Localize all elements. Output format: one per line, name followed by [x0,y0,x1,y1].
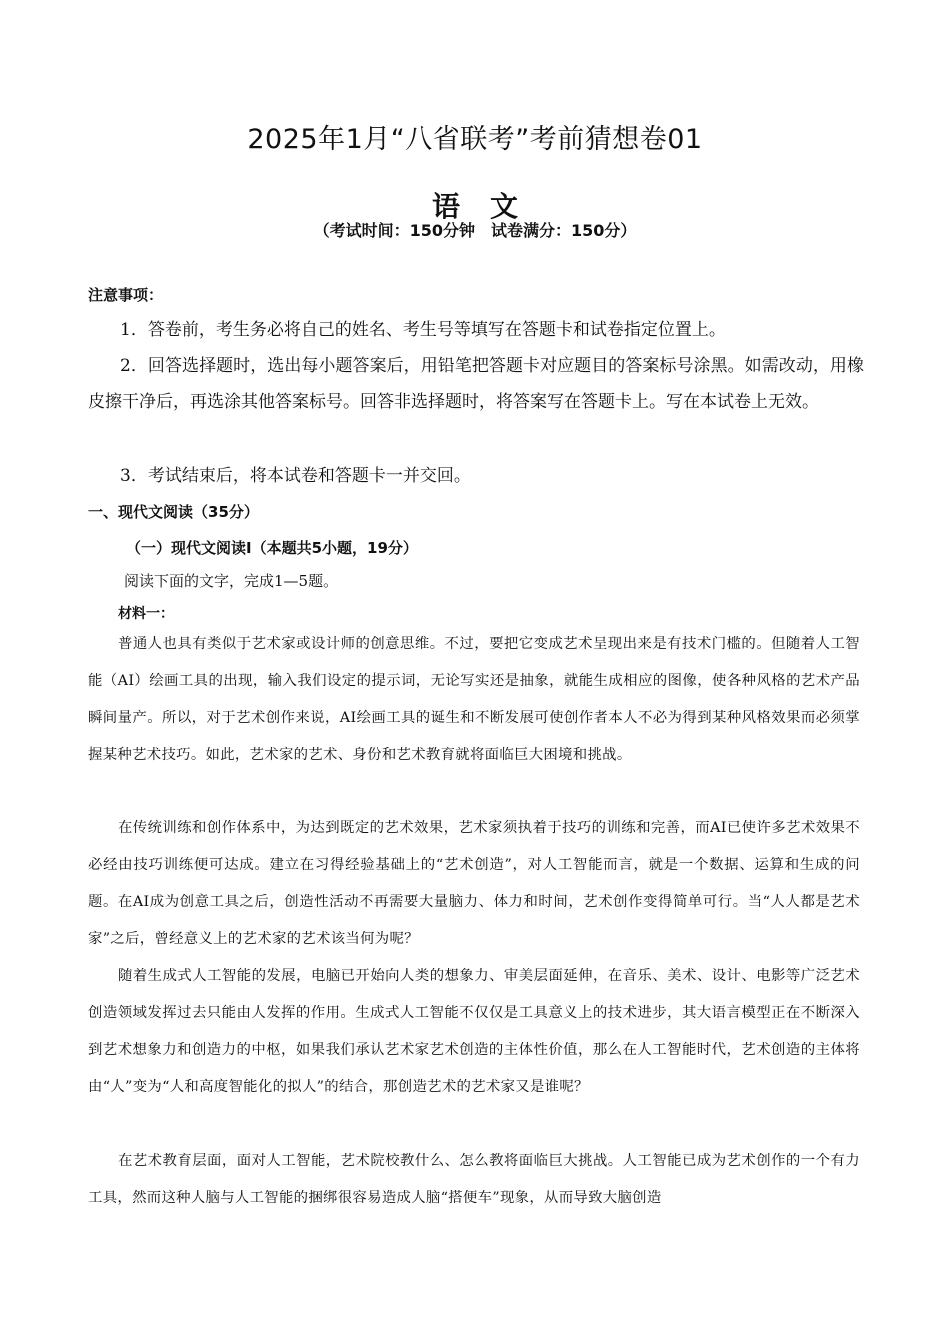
notice-item-2: 2．回答选择题时，选出每小题答案后，用铅笔把答题卡对应题目的答案标号涂黑。如需改动，用橡皮擦干净后，再选涂其他答案标号。回答非选择题时，将答案写在答题卡上。写在本试卷上无效。 [88,356,864,412]
material-label: 材料一： [118,606,174,622]
notice-item-1: 1．答卷前，考生务必将自己的姓名、考生号等填写在答题卡和试卷指定位置上。 [120,320,726,340]
notice-heading: 注意事项： [88,286,164,304]
exam-info: （考试时间：150分钟 试卷满分：150分） [313,221,637,240]
paragraph-1: 普通人也具有类似于艺术家或设计师的创意思维。不过，要把它变成艺术呈现出来是有技术门槛的。但随着人工智能（AI）绘画工具的出现，输入我们设定的提示词，无论写实还是抽象，就能生成相应的图像，使各种风格的艺术产品瞬间量产。所以，对于艺术创作来说，AI绘画工具的诞生和不断发展可使创作者本人不必为得到某种风格效果而必须掌握某种艺术技巧。如此，艺术家的艺术、身份和艺术教育就将面临巨大困境和挑战。 [88,636,860,763]
paragraph-4: 在艺术教育层面，面对人工智能，艺术院校教什么、怎么教将面临巨大挑战。人工智能已成为艺术创作的一个有力工具，然而这种人脑与人工智能的捆绑很容易造成人脑“搭便车”现象，从而导致大脑创造 [88,1153,860,1206]
reading-instruction: 阅读下面的文字，完成1—5题。 [124,572,339,590]
paragraph-3: 随着生成式人工智能的发展，电脑已开始向人类的想象力、审美层面延伸，在音乐、美术、设计、电影等广泛艺术创造领域发挥过去只能由人发挥的作用。生成式人工智能不仅仅是工具意义上的技术进步，其大语言模型正在不断深入到艺术想象力和创造力的中枢，如果我们承认艺术家艺术创造的主体性价值，那么在人工智能时代，艺术创造的主体将由“人”变为“人和高度智能化的拟人”的结合，那创造艺术的艺术家又是谁呢？ [88,968,860,1095]
subsection-heading: （一）现代文阅读Ⅰ（本题共5小题，19分） [126,539,418,557]
paragraph-2: 在传统训练和创作体系中，为达到既定的艺术效果，艺术家须执着于技巧的训练和完善，而AI已使许多艺术效果不必经由技巧训练便可达成。建立在习得经验基础上的“艺术创造”，对人工智能而言，就是一个数据、运算和生成的问题。在AI成为创意工具之后，创造性活动不再需要大量脑力、体力和时间，艺术创作变得简单可行。当“人人都是艺术家”之后，曾经意义上的艺术家的艺术该当何为呢？ [88,820,860,947]
subject-title: 语文 [431,190,548,223]
exam-title: 2025年1月“八省联考”考前猜想卷01 [247,124,703,155]
section-heading: 一、现代文阅读（35分） [88,503,259,521]
notice-item-3: 3．考试结束后，将本试卷和答题卡一并交回。 [120,466,471,486]
